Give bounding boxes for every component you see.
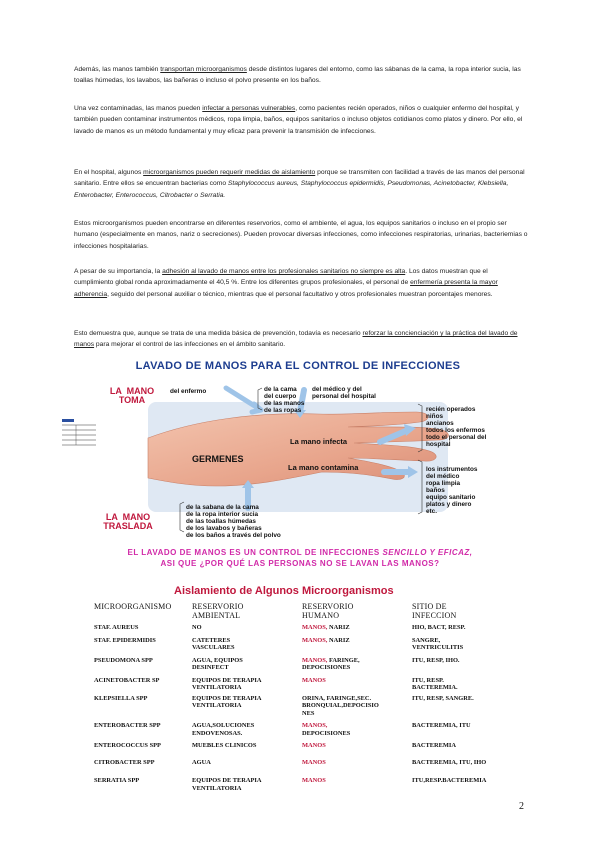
underlined-text: microorganismos pueden requerir medidas de aislamiento (143, 169, 316, 176)
reservoir-highlight: MANOS (302, 777, 326, 784)
instrumentos-label: los instrumentos del médico ropa limpia baños equipo sanitario platos y dinero etc. (426, 466, 478, 515)
table-cell: KLEPSIELLA SPP (94, 694, 148, 702)
reservoir-text: FARINGE, DEPOCISIONES (302, 656, 360, 671)
table-row (94, 673, 534, 693)
table-cell (302, 767, 412, 793)
table-cell: ITU, RESP, SANGRE. (412, 694, 474, 702)
table-cell: ENTEROBACTER SPP (94, 722, 161, 729)
table-cell: ACINETOBACTER SP (94, 676, 160, 684)
table-cell: SANGRE, VENTRICULITIS (412, 636, 464, 651)
table-cell: ITU,RESP.BACTEREMIA (412, 777, 487, 784)
table-cell: HIO, BACT, RESP. (412, 624, 466, 631)
mano-infecta-label: La mano infecta (290, 437, 348, 446)
table-cell: CITROBACTER SPP (94, 758, 155, 766)
page-number: 2 (519, 801, 524, 812)
table-cell: BACTEREMIA (412, 742, 457, 749)
paragraph-3 (74, 167, 529, 201)
de-la-cama-label: de la cama del cuerpo de las manos de las ropas (264, 386, 305, 414)
table-cell: NO (192, 624, 202, 631)
figure-title: LAVADO DE MANOS PARA EL CONTROL DE INFECCIONES (135, 360, 461, 372)
reservoir-text: NARIZ (327, 636, 350, 644)
reservoir-text: ORINA, FARINGE,SEC. BRONQUIAL,DEPOCISIO NES (302, 694, 379, 717)
banner-line-2: ASI QUE ¿POR QUÉ LAS PERSONAS NO SE LAVAN LAS MANOS? (160, 559, 440, 568)
underlined-text: enfermería presenta la mayor adherencia (74, 279, 498, 298)
paragraph-1 (74, 64, 529, 87)
text: para mejorar el control de las infecciones en el ámbito sanitario. (94, 341, 286, 349)
microorganism-table (94, 600, 534, 793)
table-cell (302, 718, 412, 738)
table-cell: ITU, RESP, IHO. (412, 656, 460, 664)
text: Estos microorganismos pueden encontrarse en diferentes reservorios, como el ambiente, el agua, los equipos sanitarios o incluso en el propio ser humano (especialmente en manos, nariz o secreciones). Pueden provocar diversas infecciones, como infecciones respiratorias, urinarias, bacteriemias o infecciones hospitalarias. (74, 220, 528, 250)
text: , seguido del personal auxiliar o técnico, mientras que el personal facultativo y otros profesionales muestran porcentajes menores. (107, 290, 493, 298)
la-mano-traslada-label: LA MANO TRASLADA (103, 512, 153, 531)
table-cell (302, 653, 412, 673)
column-header: SITIO DE INFECCION (412, 602, 457, 620)
table-cell: CATETERES VASCULARES (192, 636, 235, 651)
banner-line-1 (80, 548, 520, 557)
table-cell: STAF. EPIDERMIDIS (94, 636, 156, 644)
handwashing-figure (86, 360, 510, 578)
reservoir-highlight: MANOS, (302, 722, 328, 729)
text: porque se transmiten con facilidad a través de las manos del personal sanitario. Entre ellos se encuentran bacterias como (74, 169, 525, 188)
table-cell: BACTEREMIA, ITU (412, 722, 471, 729)
text: , como pacientes recién operados, niños o cualquier enfermo del hospital, y también pueden contaminar instrumentos médicos, ropa limpia, baños, equipos sanitarios o incluso objetos cotidianos como platos y dinero. Por ello, el lavado de manos es un método fundamental y muy eficaz para prevenir la transmisión de infecciones. (74, 105, 523, 135)
text: Una vez contaminadas, las manos pueden (74, 105, 203, 112)
italic-text: Staphylococcus aureus, Staphylococcus epidermidis, Pseudomonas, Acinetobacter, Klebsiella, Enterobacter, Enterococcus, Citrobacter o Serratia. (74, 180, 509, 199)
table-cell: AGUA,SOLUCIONES ENDOVENOSAS. (192, 722, 255, 737)
column-header: MICROORGANISMO (94, 602, 172, 611)
reservoir-text: DEPOCISIONES (302, 729, 351, 737)
column-header: RESERVORIO AMBIENTAL (192, 602, 244, 620)
la-mano-toma-label: LA MANO TOMA (109, 386, 155, 405)
table-row (94, 751, 534, 768)
text: EL LAVADO DE MANOS ES UN CONTROL DE INFECCIONES (127, 548, 383, 557)
table-row (94, 624, 534, 633)
text: Además, las manos también (74, 66, 161, 73)
del-enfermo-label: del enfermo (170, 388, 207, 395)
recien-operados-label: recién operados niños ancianos todos los enfermos todo el personal del hospital (426, 406, 487, 448)
underlined-text: adhesión al lavado de manos entre los profesionales sanitarios no siempre es alta (162, 268, 406, 275)
paragraph-2 (74, 103, 529, 137)
table-cell: BACTEREMIA, ITU, IHO (412, 758, 487, 766)
table-cell: SERRATIA SPP (94, 777, 140, 784)
table-cell: STAF. AUREUS (94, 624, 139, 631)
text: En el hospital, algunos (74, 169, 144, 176)
paragraph-4 (74, 218, 529, 252)
reservoir-highlight: MANOS (302, 676, 326, 684)
table-row (94, 738, 534, 751)
reservoir-text: NARIZ (327, 624, 350, 631)
column-header: RESERVORIO HUMANO (302, 602, 354, 620)
table-header-row (94, 600, 534, 624)
del-medico-label: del médico y del personal del hospital (312, 386, 376, 400)
table-cell (302, 751, 412, 768)
text: desde distintos lugares del entorno, como las sábanas de la cama, la ropa interior sucia, las toallas húmedas, los lavabos, las bañeras o incluso el polvo presente en los baños. (74, 66, 521, 85)
table-row (94, 653, 534, 673)
text: . Los datos muestran que el cumplimiento global ronda aproximadamente el 40,5 %. Entre los diferentes grupos profesionales, el personal de (74, 268, 488, 287)
germenes-label: GERMENES (192, 454, 244, 464)
reservoir-highlight: MANOS (302, 758, 326, 766)
table-cell: EQUIPOS DE TERAPIA VENTILATORIA (192, 777, 262, 792)
italic-text: SENCILLO Y EFICAZ, (382, 548, 473, 557)
table-row (94, 767, 534, 793)
table-cell: PSEUDOMONA SPP (94, 656, 153, 664)
table-cell (302, 738, 412, 751)
table-cell: EQUIPOS DE TERAPIA VENTILATORIA (192, 694, 262, 709)
table-title: Aislamiento de Algunos Microorganismos (174, 585, 394, 597)
underlined-text: infectar a personas vulnerables (202, 105, 296, 112)
underlined-text: transportan microorganismos (160, 66, 247, 73)
table-row (94, 693, 534, 719)
table-cell (302, 673, 412, 693)
table-cell: AGUA (192, 758, 211, 766)
table-cell: ENTEROCOCCUS SPP (94, 742, 161, 749)
text: Esto demuestra que, aunque se trata de una medida básica de prevención, todavía es necesario (74, 330, 363, 337)
table-cell (302, 693, 412, 719)
text: A pesar de su importancia, la (74, 268, 163, 275)
reservoir-highlight: MANOS, (302, 636, 328, 644)
table-cell: AGUA, EQUIPOS DESINFECT (192, 656, 243, 671)
reservoir-highlight: MANOS, (302, 656, 328, 664)
sabana-label: de la sabana de la cama de la ropa interior sucia de las toallas húmedas de los lavabos y bañeras de los baños a través del polvo (186, 504, 281, 539)
mano-contamina-label: La mano contamina (288, 463, 359, 472)
paragraph-5 (74, 266, 529, 300)
table-cell: EQUIPOS DE TERAPIA VENTILATORIA (192, 676, 262, 691)
reservoir-highlight: MANOS (302, 742, 326, 749)
table-cell: ITU, RESP. BACTEREMIA. (412, 676, 458, 691)
reservoir-highlight: MANOS, (302, 624, 328, 631)
underlined-text: reforzar la concienciación y la práctica del lavado de manos (74, 330, 518, 349)
table-row (94, 718, 534, 738)
table-cell (302, 633, 412, 653)
table-cell (302, 624, 412, 633)
table-cell: MUEBLES CLINICOS (192, 742, 257, 749)
table-row (94, 633, 534, 653)
paragraph-6 (74, 328, 529, 351)
